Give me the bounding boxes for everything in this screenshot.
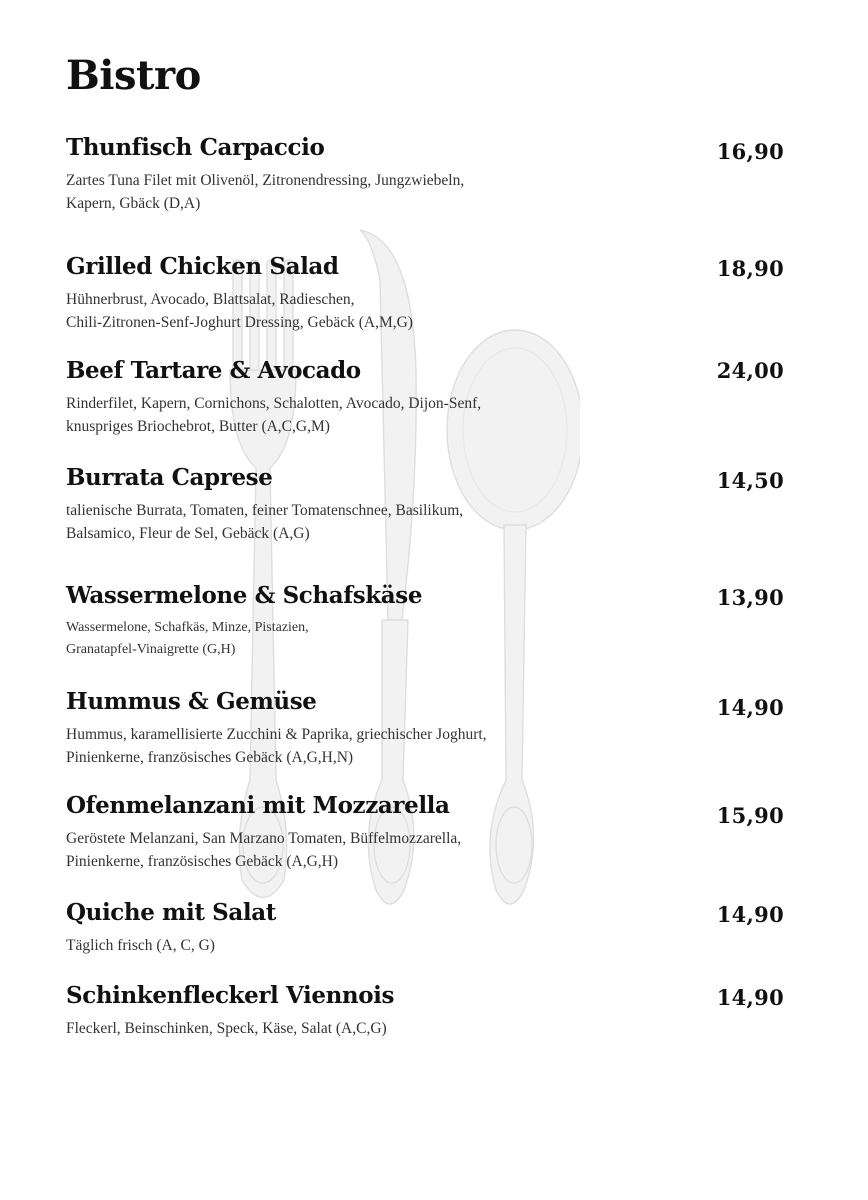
description-line: Chili-Zitronen-Senf-Joghurt Dressing, Gebäck (A,M,G) [66,314,413,331]
description-line: Zartes Tuna Filet mit Olivenöl, Zitronendressing, Jungzwiebeln, [66,172,465,189]
description-line: Geröstete Melanzani, San Marzano Tomaten, Büffelmozzarella, [66,830,462,847]
item-price: 13,90 [716,585,784,610]
menu-item [66,688,806,769]
menu-item [66,792,806,873]
item-price: 15,90 [716,803,784,828]
item-description [66,169,586,215]
item-name: Ofenmelanzani mit Mozzarella [66,792,450,819]
description-line: Fleckerl, Beinschinken, Speck, Käse, Salat (A,C,G) [66,1020,387,1037]
description-line: Granatapfel-Vinaigrette (G,H) [66,642,236,657]
menu-item [66,982,806,1040]
item-price: 14,90 [716,985,784,1010]
description-line: Wassermelone, Schafkäs, Minze, Pistazien, [66,620,309,635]
item-price: 14,50 [716,468,784,493]
page-title: Bistro [66,52,201,99]
item-name: Wassermelone & Schafskäse [66,582,423,609]
item-description [66,617,586,661]
item-description [66,392,586,438]
menu-item [66,899,806,957]
item-price: 18,90 [716,256,784,281]
item-description [66,499,586,545]
item-name: Burrata Caprese [66,464,273,491]
description-line: Pinienkerne, französisches Gebäck (A,G,H,N) [66,749,354,766]
item-price: 24,00 [716,358,784,383]
item-description [66,1017,586,1040]
item-price: 14,90 [716,902,784,927]
menu-item [66,582,806,661]
item-name: Schinkenfleckerl Viennois [66,982,395,1009]
description-line: Pinienkerne, französisches Gebäck (A,G,H) [66,853,339,870]
description-line: Hummus, karamellisierte Zucchini & Paprika, griechischer Joghurt, [66,726,487,743]
description-line: Täglich frisch (A, C, G) [66,937,215,954]
menu-item [66,357,806,438]
menu-item [66,253,806,334]
item-name: Grilled Chicken Salad [66,253,339,280]
item-description [66,723,586,769]
description-line: Rinderfilet, Kapern, Cornichons, Schalotten, Avocado, Dijon-Senf, [66,395,482,412]
menu-item [66,134,806,215]
item-description [66,934,586,957]
description-line: Hühnerbrust, Avocado, Blattsalat, Radieschen, [66,291,355,308]
item-name: Beef Tartare & Avocado [66,357,361,384]
item-name: Hummus & Gemüse [66,688,317,715]
item-name: Thunfisch Carpaccio [66,134,325,161]
item-price: 16,90 [716,139,784,164]
item-name: Quiche mit Salat [66,899,276,926]
item-price: 14,90 [716,695,784,720]
description-line: talienische Burrata, Tomaten, feiner Tomatenschnee, Basilikum, [66,502,464,519]
menu-item [66,464,806,545]
description-line: Balsamico, Fleur de Sel, Gebäck (A,G) [66,525,310,542]
item-description [66,288,586,334]
description-line: Kapern, Gbäck (D,A) [66,195,201,212]
description-line: knuspriges Briochebrot, Butter (A,C,G,M) [66,418,330,435]
item-description [66,827,586,873]
